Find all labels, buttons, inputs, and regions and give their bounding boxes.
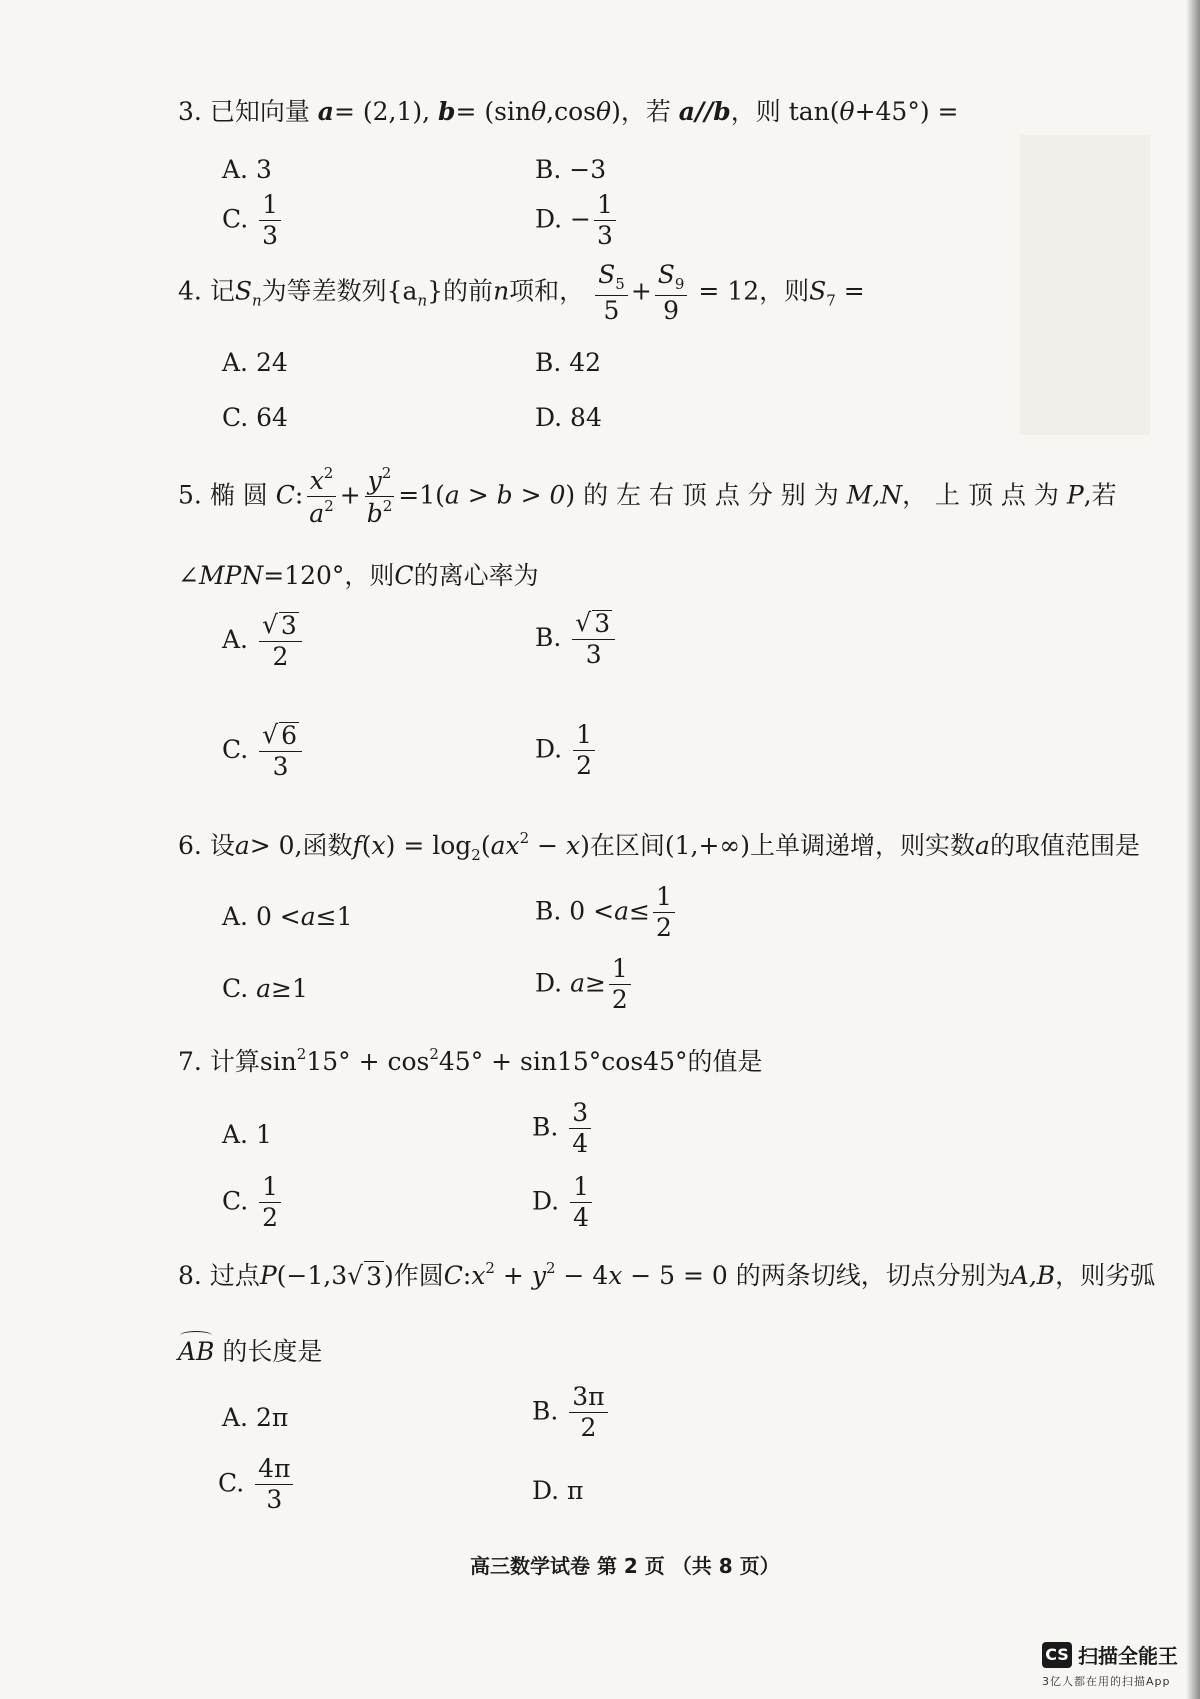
fraction: $\frac{1}{2}$	[259, 1174, 281, 1232]
option-4b: B. 42	[535, 348, 602, 377]
option-3a: A. 3	[222, 155, 272, 184]
option-4a: A. 24	[222, 348, 288, 377]
question-4: 4. 记$S_n$为等差数列$\{a_n\}$的前n项和， $\frac{S_5}{5}$ + $\frac{S_9}{9}$ = 12，则$S_7$ =	[178, 260, 865, 325]
fraction: $\frac{1}{2}$	[609, 956, 631, 1014]
question-6: 6. 设a> 0,函数$f(x) = \log_2(ax^2 - x)$在区间(1,+∞)上单调递增，则实数a的取值范围是	[178, 829, 1140, 864]
page-footer: 高三数学试卷 第 2 页 （共 8 页）	[470, 1554, 780, 1578]
option-7a: A. 1	[222, 1120, 272, 1149]
option-5b: B. √ 3 3	[535, 610, 618, 669]
option-7d: D. $\frac{1}{4}$	[532, 1174, 595, 1232]
option-7c: C. $\frac{1}{2}$	[222, 1174, 284, 1232]
scan-edge-shadow	[1186, 0, 1200, 1699]
option-3b: B. −3	[535, 155, 607, 184]
question-8: 8. 过点P(−1,3√ 3 )作圆$C:x^2 + y^2 - 4x - 5 = 0$ 的两条切线，切点分别为A,B，则劣弧	[178, 1259, 1156, 1291]
scanner-watermark: CS 扫描全能王 3亿人都在用的扫描App	[1042, 1640, 1178, 1689]
option-3c: C. $\frac{1}{3}$	[222, 192, 284, 250]
option-6d: D. a≥ $\frac{1}{2}$	[535, 956, 634, 1014]
option-8c: C. $\frac{4\pi}{3}$	[218, 1456, 296, 1514]
question-number: 6.	[178, 831, 202, 860]
question-number: 8.	[178, 1261, 202, 1290]
fraction: $\frac{1}{3}$	[594, 192, 616, 250]
fraction: $\frac{1}{3}$	[259, 192, 281, 250]
option-6c: C. a≥1	[222, 974, 308, 1003]
question-number: 7.	[178, 1047, 202, 1076]
question-number: 3.	[178, 97, 202, 126]
option-8a: A. 2π	[222, 1403, 289, 1432]
option-5d: D. $\frac{1}{2}$	[535, 722, 598, 780]
fraction: $\frac{3\pi}{2}$	[569, 1384, 607, 1442]
option-7b: B. $\frac{3}{4}$	[532, 1100, 594, 1158]
fraction: √ 6 3	[259, 722, 302, 781]
fraction: $\frac{S_5}{5}$	[595, 262, 628, 324]
option-4c: C. 64	[222, 403, 288, 432]
option-3d: D. − $\frac{1}{3}$	[535, 192, 619, 250]
fraction: $\frac{S_9}{9}$	[655, 262, 688, 324]
camscanner-logo-icon: CS	[1042, 1642, 1072, 1668]
fraction: $\frac{3}{4}$	[569, 1100, 591, 1158]
question-5-line-2: ∠MPN=120°，则C的离心率为	[178, 561, 539, 590]
fraction: $\frac{4\pi}{3}$	[255, 1456, 293, 1514]
option-8b: B. $\frac{3\pi}{2}$	[532, 1384, 611, 1442]
question-8-line-2: AB 的长度是	[178, 1337, 323, 1366]
fraction: $\frac{y^2}{b^2}$	[364, 466, 396, 528]
fraction: $\frac{1}{2}$	[653, 884, 675, 942]
question-number: 5.	[178, 480, 202, 510]
option-6a: A. 0 <a≤1	[222, 902, 353, 931]
arc-symbol: AB	[178, 1337, 215, 1366]
question-5: 5. 椭 圆 C: $\frac{x^2}{a^2}$ + $\frac{y^2}{b^2}$ =1(a > b > 0) 的 左 右 顶 点 分 别 为 M,N， 上 顶 点 为 P,若	[178, 464, 1117, 529]
question-7: 7. 计算$\sin^215^\circ + \cos^245^\circ + \sin 15^\circ\cos 45^\circ$的值是	[178, 1045, 763, 1076]
question-number: 4.	[178, 276, 202, 306]
option-6b: B. 0 <a≤ $\frac{1}{2}$	[535, 884, 678, 942]
fraction: √ 3 2	[259, 612, 302, 671]
fraction: $\frac{x^2}{a^2}$	[306, 466, 336, 528]
fraction: $\frac{1}{2}$	[573, 722, 595, 780]
fraction: $\frac{1}{4}$	[570, 1174, 592, 1232]
fraction: √ 3 3	[572, 610, 615, 669]
question-3: 3. 已知向量 a= (2,1), b= (sinθ,cosθ)，若 a//b，则 tan(θ+45°) =	[178, 97, 959, 126]
option-5a: A. √ 3 2	[222, 612, 305, 671]
option-8d: D. π	[532, 1476, 584, 1505]
option-4d: D. 84	[535, 403, 602, 432]
option-5c: C. √ 6 3	[222, 722, 305, 781]
